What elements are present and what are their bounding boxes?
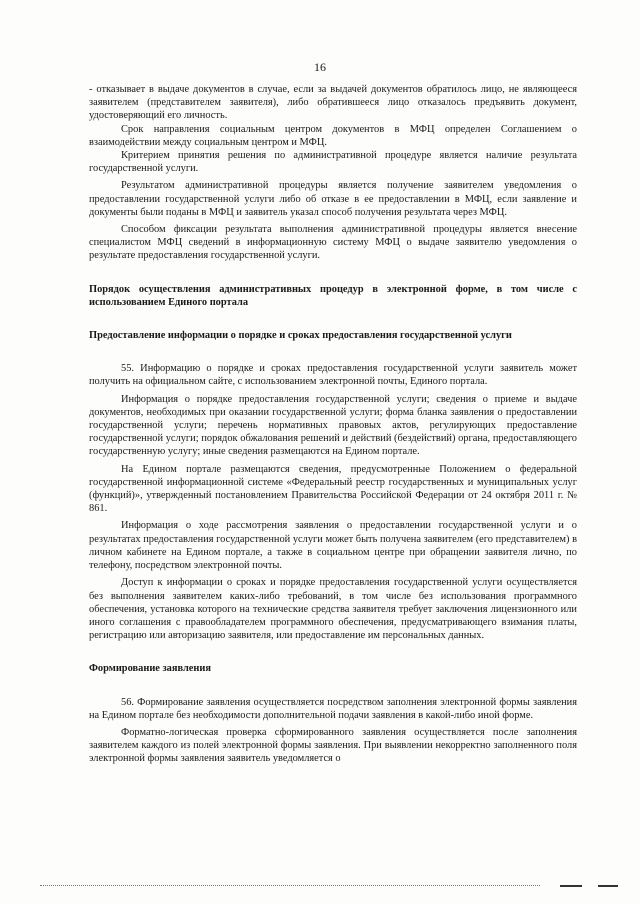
footer-dash	[560, 885, 582, 887]
section-heading-electronic-procedures: Порядок осуществления административных процедур в электронной форме, в том числе с использованием Единого портала	[89, 283, 577, 308]
footer-dotted-line	[40, 885, 540, 886]
page-number: 16	[314, 60, 326, 74]
paragraph-refusal: - отказывает в выдаче документов в случае, если за выдачей документов обратилось лицо, не являющееся заявителем (представителем заявителя), либо обратившееся лицо отказалось предъявить документ, удостоверяющий его личность.	[89, 84, 577, 122]
paragraph-procedure-result: Результатом административной процедуры является получение заявителем уведомления о предоставлении государственной услуги либо об отказе в ее предоставлении в МФЦ, если заявление и документы были поданы в МФЦ и заявитель указал способ получения результата через МФЦ.	[89, 180, 577, 218]
paragraph-application-progress: Информация о ходе рассмотрения заявления о предоставлении государственной услуги и о результатах предоставления государственной услуги может быть получена заявителем (его представителем) в личном кабинете на Едином портале, а также в социальном центре при обращении заявителя лично, по телефону, посредством электронной почты.	[89, 520, 577, 572]
paragraph-format-check: Форматно-логическая проверка сформированного заявления осуществляется после заполнения заявителем каждого из полей электронной формы заявления. При выявлении некорректно заполненного поля электронной формы заявления заявитель уведомляется о	[89, 726, 577, 765]
paragraph-result-recording: Способом фиксации результата выполнения административной процедуры является внесение специалистом МФЦ сведений в информационную систему МФЦ о выдаче заявителю уведомления о результате предоставления государственной услуги.	[89, 224, 577, 262]
footer-dash	[598, 885, 618, 887]
paragraph-federal-register: На Едином портале размещаются сведения, предусмотренные Положением о федеральной государственной информационной системе «Федеральный реестр государственных и муниципальных услуг (функций)», утвержденный постановлением Правительства Российской Федерации от 24 октября 2011 г. № 861.	[89, 463, 577, 515]
paragraph-clause-55: 55. Информацию о порядке и сроках предоставления государственной услуги заявитель может получить на официальном сайте, с использованием электронной почты, Единого портала.	[89, 363, 577, 388]
page-footer-rule	[40, 880, 618, 888]
paragraph-access-conditions: Доступ к информации о сроках и порядке предоставления государственной услуги осуществляется без выполнения заявителем каких-либо требований, в том числе без использования программного обеспечения, установка которого на технические средства заявителя требует заключения лицензионного или иного соглашения с правообладателем программного обеспечения, предусматривающего взимания платы, регистрацию или авторизацию заявителя, или предоставление им персональных данных.	[89, 577, 577, 642]
paragraph-document-transfer-term: Срок направления социальным центром документов в МФЦ определен Соглашением о взаимодействии между социальным центром и МФЦ.	[89, 123, 577, 148]
paragraph-clause-56: 56. Формирование заявления осуществляется посредством заполнения электронной формы заявления на Едином портале без необходимости дополнительной подачи заявления в какой-либо иной форме.	[89, 696, 577, 721]
document-body	[89, 83, 577, 766]
section-heading-information-provision: Предоставление информации о порядке и сроках предоставления государственной услуги	[89, 330, 512, 342]
section-heading-application-forming: Формирование заявления	[89, 663, 212, 675]
paragraph-portal-information: Информация о порядке предоставления государственной услуги; сведения о приеме и выдаче документов, необходимых при оказании государственной услуги; форма бланка заявления о предоставлении государственной услуги; перечень нормативных правовых актов, регулирующих предоставление государственной услуги; порядок обжалования решений и действий (бездействий) органа, предоставляющего государственную услугу; иные сведения размещаются на Едином портале.	[89, 393, 577, 458]
paragraph-decision-criterion: Критерием принятия решения по административной процедуре является наличие результата государственной услуги.	[89, 150, 577, 175]
